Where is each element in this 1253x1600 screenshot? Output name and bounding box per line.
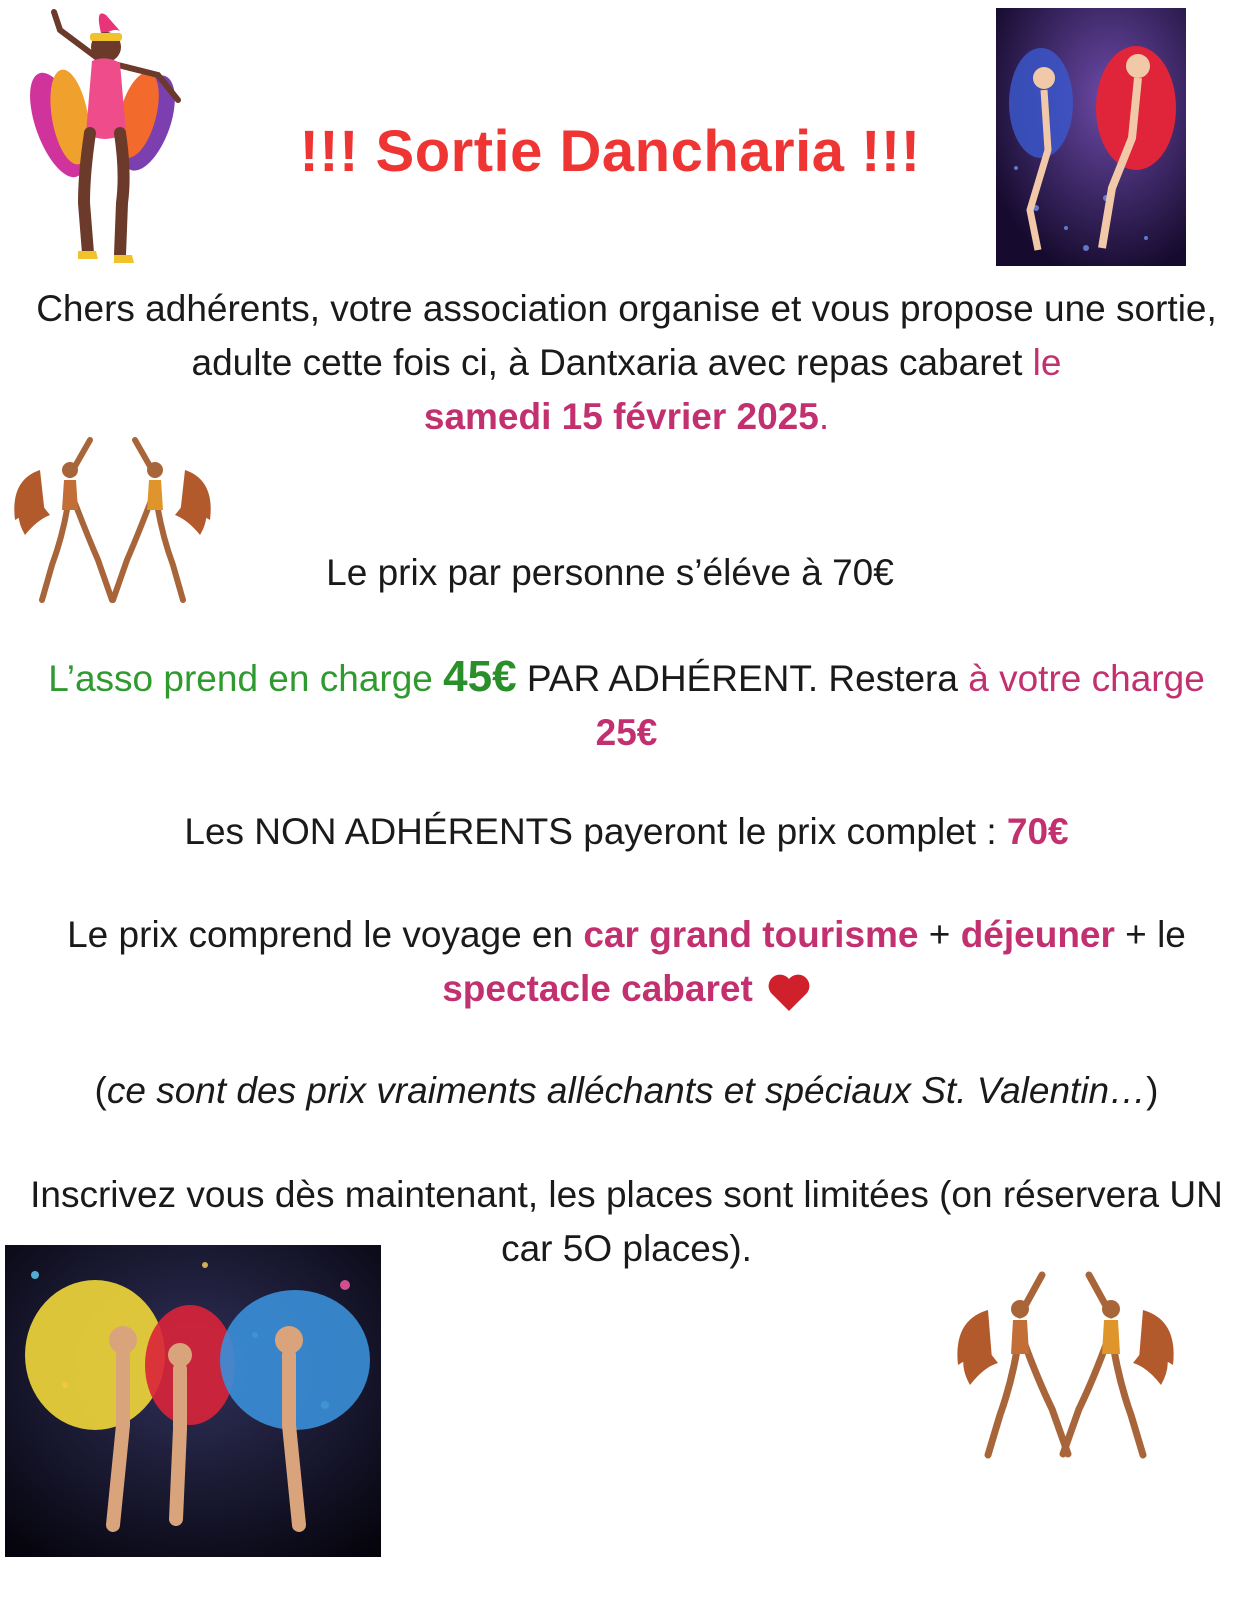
asso-amount: 45€ bbox=[443, 652, 517, 701]
note-close: ) bbox=[1146, 1070, 1159, 1111]
cabaret-stage-photo bbox=[996, 8, 1186, 266]
intro-dot: . bbox=[818, 396, 830, 437]
price-line: Le prix par personne s’éléve à 70€ bbox=[326, 552, 894, 593]
signup-paragraph: Inscrivez vous dès maintenant, les places sont limitées (on réservera UN car 5O places). bbox=[30, 1174, 1223, 1269]
non-members-line bbox=[10, 805, 1243, 859]
cabaret-show-photo bbox=[5, 1245, 381, 1557]
includes-bus: car grand tourisme bbox=[583, 914, 919, 955]
remaining-amount: 25€ bbox=[595, 712, 658, 753]
intro-le: le bbox=[1032, 342, 1062, 383]
event-date: samedi 15 février 2025 bbox=[423, 396, 819, 437]
intro-paragraph bbox=[10, 282, 1243, 444]
asso-text: L’asso prend en charge bbox=[48, 658, 444, 699]
asso-member-text: PAR ADHÉRENT. Restera bbox=[516, 658, 969, 699]
includes-plus-2: + le bbox=[1114, 914, 1186, 955]
includes-text: Le prix comprend le voyage en bbox=[67, 914, 584, 955]
includes-show: spectacle cabaret bbox=[442, 968, 753, 1009]
non-members-amount: 70€ bbox=[1006, 811, 1069, 852]
asso-charge-text: à votre charge bbox=[968, 658, 1205, 699]
note-text: ce sont des prix vraiments alléchants et spéciaux St. Valentin… bbox=[106, 1070, 1147, 1111]
note-line bbox=[10, 1064, 1243, 1118]
non-members-text: Les NON ADHÉRENTS payeront le prix complet : bbox=[184, 811, 1007, 852]
includes-lunch: déjeuner bbox=[960, 914, 1115, 955]
includes-paragraph bbox=[10, 908, 1243, 1028]
asso-support bbox=[10, 650, 1243, 760]
intro-text: Chers adhérents, votre association organise et vous propose une sortie, adulte cette fois ci, à Dantxaria avec repas cabaret bbox=[36, 288, 1217, 383]
page-title: !!! Sortie Dancharia !!! bbox=[299, 119, 921, 184]
cabaret-duo-illustration bbox=[10, 430, 215, 605]
samba-dancer-illustration bbox=[28, 5, 198, 267]
heart-icon bbox=[767, 973, 811, 1028]
includes-plus-1: + bbox=[918, 914, 961, 955]
cabaret-duo-illustration-2 bbox=[948, 1265, 1183, 1460]
note-open: ( bbox=[94, 1070, 107, 1111]
